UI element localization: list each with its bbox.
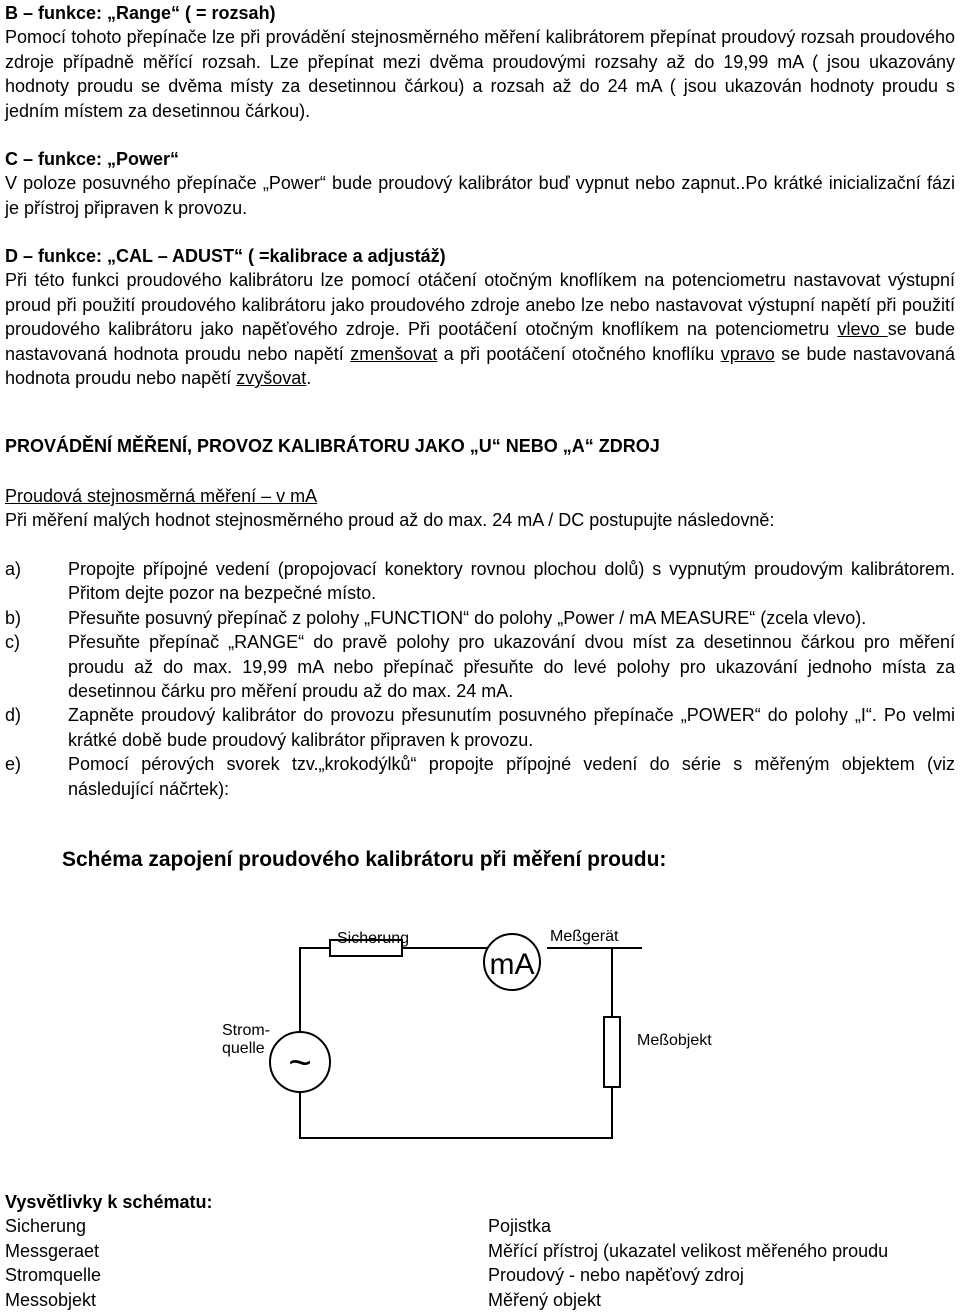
meter-label: mA <box>489 948 535 981</box>
legend-row <box>5 1288 960 1312</box>
circuit-diagram <box>212 910 752 1160</box>
section-d-text-part: se bude nastavovaná hodnota proudu nebo napětí <box>5 319 955 364</box>
section-c <box>5 147 955 220</box>
legend-translation: Proudový - nebo napěťový zdroj <box>488 1265 744 1286</box>
proudova-intro: Při měření malých hodnot stejnosměrného proud až do max. 24 mA / DC postupujte následovně: <box>5 510 775 531</box>
list-item <box>5 557 955 606</box>
list-item-text: Propojte přípojné vedení (propojovací konektory rovnou plochou dolů) s vypnutým proudovým kalibrátorem. Přitom dejte pozor na bezpečné místo. <box>68 559 955 604</box>
steps-list <box>5 557 955 801</box>
legend-term: Sicherung <box>5 1216 87 1237</box>
provadeni-heading: PROVÁDĚNÍ MĚŘENÍ, PROVOZ KALIBRÁTORU JAKO „U“ NEBO „A“ ZDROJ <box>5 436 660 456</box>
circuit-wire <box>300 1077 612 1138</box>
section-proudova <box>5 484 955 533</box>
list-marker: c) <box>5 632 20 653</box>
legend-row <box>5 1214 960 1238</box>
legend <box>5 1190 960 1312</box>
underlined-word-decrease: zmenšovat <box>350 343 438 364</box>
underlined-word-right: vpravo <box>720 343 775 364</box>
section-d-text-part: a při pootáčení otočného knoflíku <box>437 343 721 364</box>
list-marker: e) <box>5 754 22 775</box>
section-c-heading: C – funkce: „Power“ <box>5 149 180 169</box>
legend-translation: Měřící přístroj (ukazatel velikost měřeného proudu <box>488 1240 889 1261</box>
list-item-text: Přesuňte přepínač „RANGE“ do pravě polohy pro ukazování dvou míst za desetinnou čárkou pro měření proudu až do max. 19,99 mA nebo přepínač přesuňte do levé polohy pro ukazování jednoho místa za desetinnou čárku pro měření proudu až do max. 24 mA. <box>68 632 955 702</box>
section-d-heading: D – funkce: „CAL – ADUST“ ( =kalibrace a adjustáž) <box>5 246 446 266</box>
proudova-heading: Proudová stejnosměrná měření – v mA <box>5 486 318 506</box>
legend-heading: Vysvětlivky k schématu: <box>5 1192 213 1212</box>
section-d-text-part: Při této funkci proudového kalibrátoru lze pomocí otáčení otočným knoflíkem na potenciometru nastavovat výstupní proud při použití proudového kalibrátoru jako proudového zdroje anebo lze nebo nastavovat výstupní napětí při použití proudového kalibrátoru jako napěťového zdroje. Při pootáčení otočným knoflíkem na potenciometru <box>5 270 955 340</box>
label-stromquelle-1: Strom- <box>222 1022 270 1039</box>
list-item-text: Přesuňte posuvný přepínač z polohy „FUNCTION“ do polohy „Power / mA MEASURE“ (zcela vlevo). <box>68 607 867 628</box>
section-d-text <box>5 268 955 390</box>
legend-translation: Pojistka <box>488 1216 552 1237</box>
legend-row <box>5 1263 960 1287</box>
legend-term: Stromquelle <box>5 1265 102 1286</box>
legend-row <box>5 1239 960 1263</box>
legend-term: Messgeraet <box>5 1240 100 1261</box>
section-b-heading: B – funkce: „Range“ ( = rozsah) <box>5 3 276 23</box>
list-item-text: Zapněte proudový kalibrátor do provozu přesunutím posuvného přepínače „POWER“ do polohy „I“. Po velmi krátké době bude proudový kalibrátor připraven k provozu. <box>68 705 955 750</box>
circuit-wire <box>612 948 642 1017</box>
source-symbol: ~ <box>288 1041 312 1085</box>
label-sicherung: Sicherung <box>337 930 410 947</box>
label-stromquelle-2: quelle <box>222 1040 265 1057</box>
label-messgeraet: Meßgerät <box>550 928 619 945</box>
section-d-text-part: se bude nastavovaná hodnota proudu nebo napětí <box>5 343 956 389</box>
load-symbol <box>604 1017 620 1087</box>
section-d-text-part: . <box>306 368 312 389</box>
list-item <box>5 752 955 801</box>
section-b-text: Pomocí tohoto přepínače lze při provádění stejnosměrného měření kalibrátorem přepínat proudový rozsah proudového zdroje případně měřící rozsah. Lze přepínat mezi dvěma proudovými rozsahy až do 19,99 mA ( jsou ukazovány hodnoty proudu se dvěma místy za desetinnou čárkou) a rozsah až do 24 mA ( jsou ukazován hodnoty proudu s jedním místem za desetinnou čárkou). <box>5 27 955 121</box>
section-d <box>5 244 955 390</box>
section-c-text: V poloze posuvného přepínače „Power“ bude proudový kalibrátor buď vypnut nebo zapnut..Po krátké inicializační fázi je přístroj připraven k provozu. <box>5 173 955 218</box>
list-item-text: Pomocí pérových svorek tzv.„krokodýlků“ propojte přípojné vedení do série s měřeným objektem (viz následující náčrtek): <box>68 754 955 799</box>
underlined-word-increase: zvyšovat <box>236 368 307 389</box>
list-marker: a) <box>5 559 22 579</box>
circuit-wire <box>300 948 505 1047</box>
label-messobjekt: Meßobjekt <box>637 1032 712 1049</box>
list-item <box>5 606 955 630</box>
legend-term: Messobjekt <box>5 1289 97 1310</box>
list-marker: d) <box>5 705 22 726</box>
list-item <box>5 630 955 703</box>
underlined-word-left: vlevo <box>837 319 888 340</box>
section-b <box>5 1 955 123</box>
legend-translation: Měřený objekt <box>488 1289 602 1310</box>
list-item <box>5 703 955 752</box>
schema-title: Schéma zapojení proudového kalibrátoru při měření proudu: <box>62 848 667 871</box>
list-marker: b) <box>5 607 22 628</box>
